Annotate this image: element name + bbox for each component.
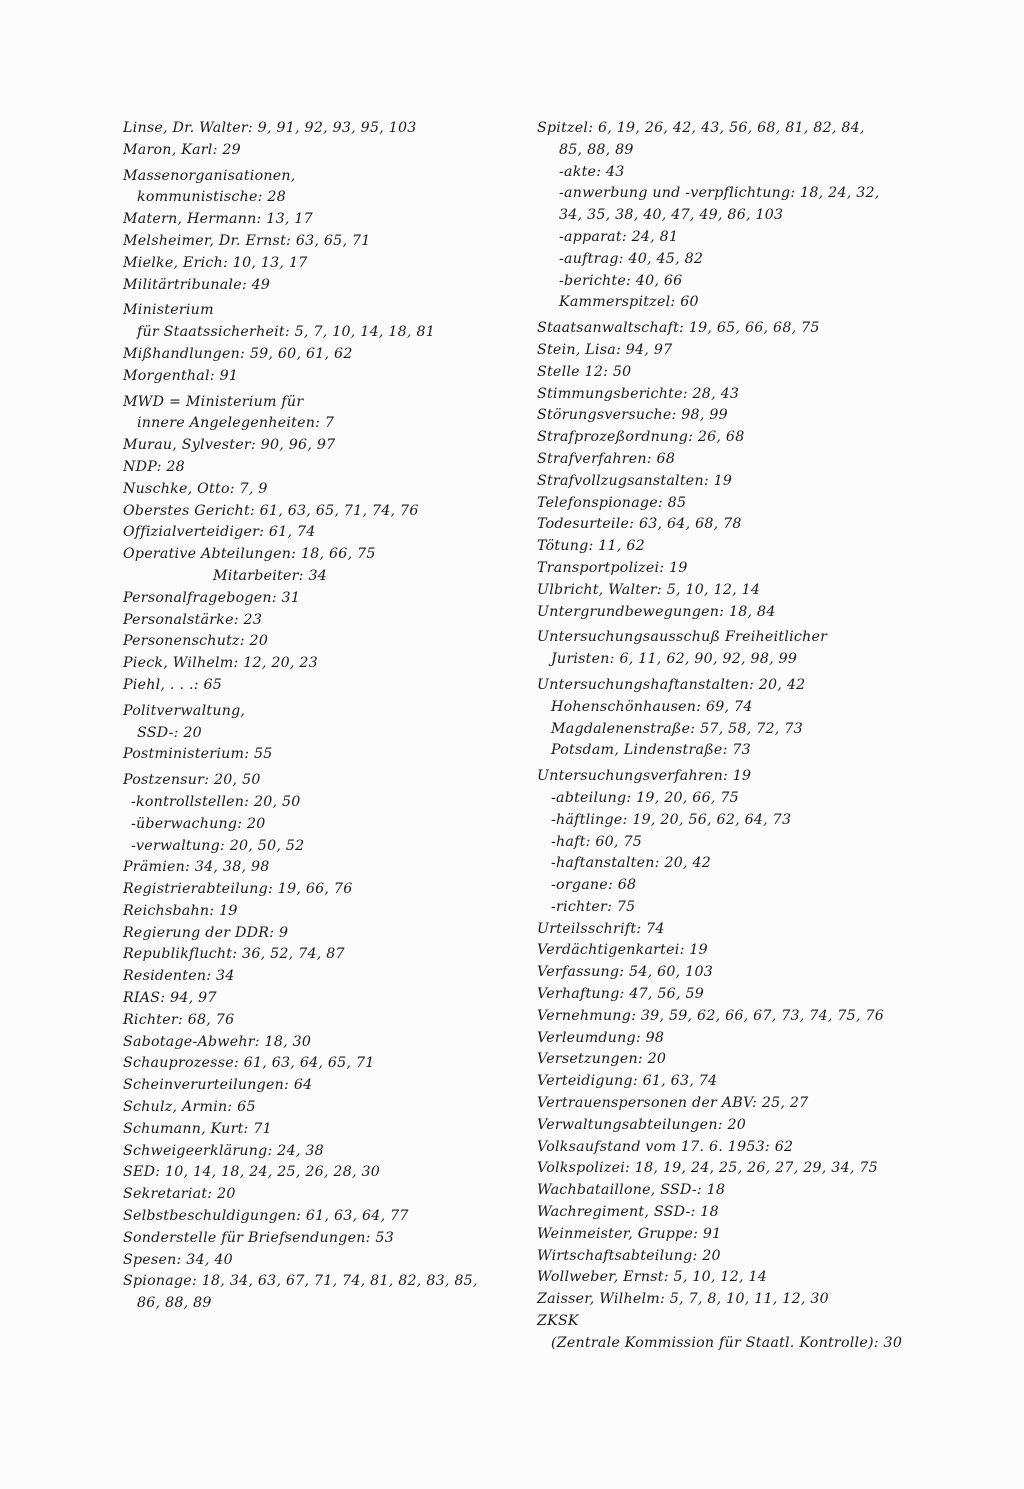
index-entry: (Zentrale Kommission für Staatl. Kontrolle): 30 — [551, 1334, 903, 1351]
index-entry: -apparat: 24, 81 — [559, 228, 679, 245]
index-entry: Ministerium — [123, 302, 214, 319]
index-entry: Murau, Sylvester: 90, 96, 97 — [123, 437, 336, 454]
index-entry: Regierung der DDR: 9 — [123, 924, 289, 941]
index-entry: Militärtribunale: 49 — [123, 276, 271, 293]
index-entry: Tötung: 11, 62 — [537, 538, 645, 555]
index-entry: für Staatssicherheit: 5, 7, 10, 14, 18, 81 — [137, 324, 436, 341]
index-entry: Magdalenenstraße: 57, 58, 72, 73 — [551, 720, 803, 737]
index-entry: Stein, Lisa: 94, 97 — [537, 341, 673, 358]
index-entry: -anwerbung und -verpflichtung: 18, 24, 32, — [559, 185, 880, 202]
index-entry: Mielke, Erich: 10, 13, 17 — [123, 254, 308, 271]
index-entry: Wirtschaftsabteilung: 20 — [537, 1247, 721, 1264]
index-entry: Selbstbeschuldigungen: 61, 63, 64, 77 — [123, 1208, 409, 1225]
index-entry: Untersuchungsausschuß Freiheitlicher — [537, 629, 828, 646]
index-entry: Verdächtigenkartei: 19 — [537, 942, 708, 959]
index-entry: Residenten: 34 — [123, 968, 235, 985]
index-entry: Personalfragebogen: 31 — [123, 589, 301, 606]
index-entry: Volkspolizei: 18, 19, 24, 25, 26, 27, 29, 34, 75 — [537, 1160, 878, 1177]
index-entry: -häftlinge: 19, 20, 56, 62, 64, 73 — [551, 811, 792, 828]
index-entry: SSD-: 20 — [137, 724, 202, 741]
index-entry: -verwaltung: 20, 50, 52 — [131, 837, 305, 854]
index-entry: Registrierabteilung: 19, 66, 76 — [123, 881, 353, 898]
index-entry: Schumann, Kurt: 71 — [123, 1120, 272, 1137]
index-entry: Postzensur: 20, 50 — [123, 772, 261, 789]
index-entry: Kammerspitzel: 60 — [559, 294, 699, 311]
index-entry: Politverwaltung, — [123, 702, 246, 719]
index-entry: Nuschke, Otto: 7, 9 — [123, 480, 268, 497]
index-entry: Oberstes Gericht: 61, 63, 65, 71, 74, 76 — [123, 502, 419, 519]
index-entry: Schauprozesse: 61, 63, 64, 65, 71 — [123, 1055, 375, 1072]
index-entry: -haft: 60, 75 — [551, 833, 643, 850]
index-entry: 86, 88, 89 — [137, 1295, 212, 1312]
index-entry: 85, 88, 89 — [559, 141, 634, 158]
index-entry: Untersuchungsverfahren: 19 — [537, 768, 752, 785]
index-entry: Volksaufstand vom 17. 6. 1953: 62 — [537, 1138, 794, 1155]
index-entry: Urteilsschrift: 74 — [537, 920, 665, 937]
index-entry: -überwachung: 20 — [131, 815, 266, 832]
index-entry: Prämien: 34, 38, 98 — [123, 859, 270, 876]
index-entry: Untersuchungshaftanstalten: 20, 42 — [537, 676, 806, 693]
index-entry: Morgenthal: 91 — [123, 367, 239, 384]
index-entry: Spitzel: 6, 19, 26, 42, 43, 56, 68, 81, 82, 84, — [537, 120, 865, 136]
index-entry: Potsdam, Lindenstraße: 73 — [551, 742, 751, 759]
index-entry: Wachregiment, SSD-: 18 — [537, 1204, 719, 1221]
index-entry: Spesen: 34, 40 — [123, 1251, 233, 1268]
index-entry: NDP: 28 — [123, 458, 185, 475]
index-entry: Sekretariat: 20 — [123, 1186, 236, 1203]
index-entry: Linse, Dr. Walter: 9, 91, 92, 93, 95, 103 — [123, 120, 417, 136]
index-entry: kommunistische: 28 — [137, 189, 286, 206]
index-entry: Vertrauenspersonen der ABV: 25, 27 — [537, 1095, 809, 1112]
index-entry: Sabotage-Abwehr: 18, 30 — [123, 1033, 312, 1050]
index-entry: Offizialverteidiger: 61, 74 — [123, 524, 316, 541]
index-entry: Verhaftung: 47, 56, 59 — [537, 986, 705, 1003]
index-entry: Reichsbahn: 19 — [123, 902, 238, 919]
index-entry: RIAS: 94, 97 — [123, 990, 217, 1007]
index-entry: Operative Abteilungen: 18, 66, 75 — [123, 546, 376, 563]
index-entry: Personalstärke: 23 — [123, 611, 263, 628]
index-column-left — [123, 118, 523, 1315]
index-entry: Republikflucht: 36, 52, 74, 87 — [123, 946, 345, 963]
index-entry: Hohenschönhausen: 69, 74 — [551, 698, 753, 715]
index-entry: Strafprozeßordnung: 26, 68 — [537, 429, 745, 446]
index-entry: Melsheimer, Dr. Ernst: 63, 65, 71 — [123, 232, 371, 249]
index-entry: -organe: 68 — [551, 877, 637, 894]
index-entry: Stimmungsberichte: 28, 43 — [537, 385, 740, 402]
index-entry: Telefonspionage: 85 — [537, 494, 687, 511]
index-entry: -haftanstalten: 20, 42 — [551, 855, 712, 872]
index-entry: Versetzungen: 20 — [537, 1051, 667, 1068]
index-entry: Sonderstelle für Briefsendungen: 53 — [123, 1229, 394, 1246]
index-entry: Mitarbeiter: 34 — [213, 567, 327, 584]
index-entry: Strafvollzugsanstalten: 19 — [537, 472, 733, 489]
index-entry: Verfassung: 54, 60, 103 — [537, 964, 714, 981]
index-entry: Stelle 12: 50 — [537, 363, 632, 380]
index-entry: -richter: 75 — [551, 898, 636, 915]
index-entry: Schweigeerklärung: 24, 38 — [123, 1142, 324, 1159]
index-entry: Scheinverurteilungen: 64 — [123, 1077, 313, 1094]
index-entry: Postministerium: 55 — [123, 746, 273, 763]
index-entry: Verleumdung: 98 — [537, 1029, 665, 1046]
index-entry: Untergrundbewegungen: 18, 84 — [537, 603, 776, 620]
index-entry: Ulbricht, Walter: 5, 10, 12, 14 — [537, 581, 761, 598]
index-entry: Vernehmung: 39, 59, 62, 66, 67, 73, 74, 75, 76 — [537, 1007, 885, 1024]
index-entry: SED: 10, 14, 18, 24, 25, 26, 28, 30 — [123, 1164, 381, 1181]
index-entry: -auftrag: 40, 45, 82 — [559, 250, 704, 267]
index-entry: Weinmeister, Gruppe: 91 — [537, 1225, 722, 1242]
index-entry: Spionage: 18, 34, 63, 67, 71, 74, 81, 82, 83, 85, — [123, 1273, 478, 1290]
index-entry: Schulz, Armin: 65 — [123, 1099, 256, 1116]
index-entry: Maron, Karl: 29 — [123, 141, 241, 158]
index-entry: innere Angelegenheiten: 7 — [137, 415, 335, 432]
index-entry: Massenorganisationen, — [123, 167, 296, 184]
index-entry: Pieck, Wilhelm: 12, 20, 23 — [123, 655, 318, 672]
index-entry: Richter: 68, 76 — [123, 1011, 235, 1028]
index-entry: Wachbataillone, SSD-: 18 — [537, 1182, 726, 1199]
index-entry: Wollweber, Ernst: 5, 10, 12, 14 — [537, 1269, 768, 1286]
index-entry: Staatsanwaltschaft: 19, 65, 66, 68, 75 — [537, 320, 820, 337]
index-entry: -berichte: 40, 66 — [559, 272, 683, 289]
index-column-right — [537, 118, 937, 1355]
index-entry: Juristen: 6, 11, 62, 90, 92, 98, 99 — [551, 651, 798, 668]
index-entry: Piehl, . . .: 65 — [123, 676, 223, 693]
index-entry: Matern, Hermann: 13, 17 — [123, 211, 313, 228]
index-entry: Verteidigung: 61, 63, 74 — [537, 1073, 718, 1090]
index-entry: -akte: 43 — [559, 163, 625, 180]
index-entry: Todesurteile: 63, 64, 68, 78 — [537, 516, 742, 533]
index-entry: -abteilung: 19, 20, 66, 75 — [551, 789, 739, 806]
index-entry: Verwaltungsabteilungen: 20 — [537, 1116, 747, 1133]
index-entry: Strafverfahren: 68 — [537, 450, 676, 467]
index-entry: Störungsversuche: 98, 99 — [537, 407, 728, 424]
index-entry: ZKSK — [537, 1313, 579, 1330]
index-entry: Mißhandlungen: 59, 60, 61, 62 — [123, 345, 353, 362]
index-entry: Personenschutz: 20 — [123, 633, 269, 650]
index-entry: Transportpolizei: 19 — [537, 559, 688, 576]
index-entry: Zaisser, Wilhelm: 5, 7, 8, 10, 11, 12, 30 — [537, 1291, 829, 1308]
index-entry: MWD = Ministerium für — [123, 393, 304, 410]
index-entry: 34, 35, 38, 40, 47, 49, 86, 103 — [559, 207, 784, 224]
index-entry: -kontrollstellen: 20, 50 — [131, 793, 301, 810]
